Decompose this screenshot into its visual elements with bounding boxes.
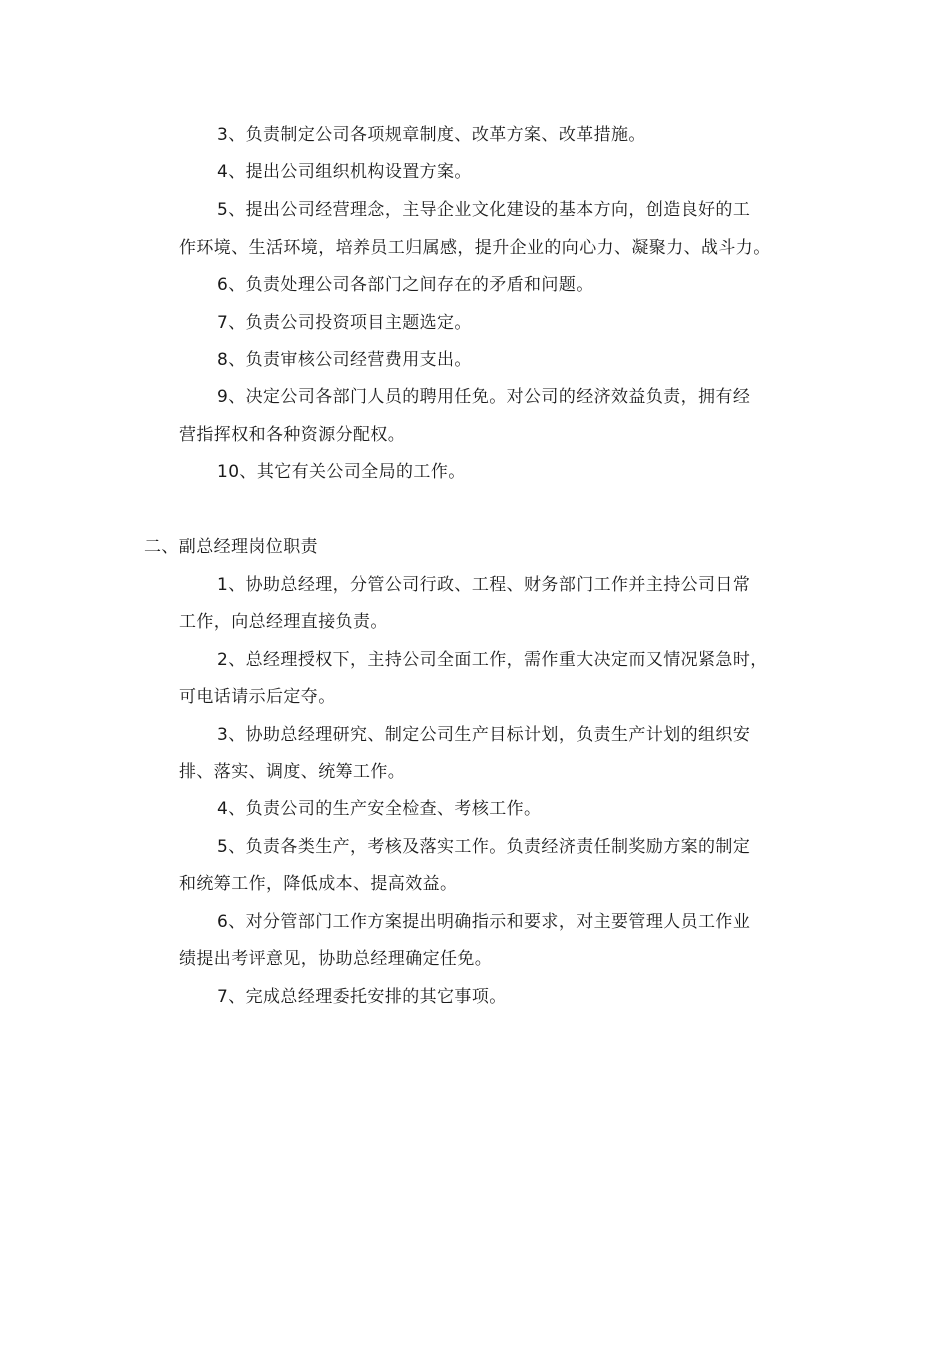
duty-item-6: 6、负责处理公司各部门之间存在的矛盾和问题。 [217,275,594,295]
deputy-item-5-line-2: 和统筹工作，降低成本、提高效益。 [179,874,458,894]
deputy-item-1-line-2: 工作，向总经理直接负责。 [179,612,388,632]
deputy-item-2-line-2: 可电话请示后定夺。 [179,687,336,707]
duty-item-8: 8、负责审核公司经营费用支出。 [217,350,472,370]
duty-item-5-line-1: 5、提出公司经营理念，主导企业文化建设的基本方向，创造良好的工 [217,200,751,220]
duty-item-7: 7、负责公司投资项目主题选定。 [217,313,472,333]
deputy-item-7: 7、完成总经理委托安排的其它事项。 [217,987,507,1007]
deputy-item-6-line-2: 绩提出考评意见，协助总经理确定任免。 [179,949,493,969]
deputy-item-1-line-1: 1、协助总经理，分管公司行政、工程、财务部门工作并主持公司日常 [217,575,751,595]
deputy-item-5-line-1: 5、负责各类生产，考核及落实工作。负责经济责任制奖励方案的制定 [217,837,751,857]
deputy-item-4: 4、负责公司的生产安全检查、考核工作。 [217,799,542,819]
duty-item-5-line-2: 作环境、生活环境，培养员工归属感，提升企业的向心力、凝聚力、战斗力。 [179,238,771,258]
duty-item-9-line-1: 9、决定公司各部门人员的聘用任免。对公司的经济效益负责，拥有经 [217,387,751,407]
duty-item-9-line-2: 营指挥权和各种资源分配权。 [179,425,406,445]
duty-item-3: 3、负责制定公司各项规章制度、改革方案、改革措施。 [217,125,646,145]
duty-item-10: 10、其它有关公司全局的工作。 [217,462,466,482]
deputy-item-2-line-1: 2、总经理授权下，主持公司全面工作，需作重大决定而又情况紧急时， [217,650,768,670]
deputy-item-3-line-1: 3、协助总经理研究、制定公司生产目标计划，负责生产计划的组织安 [217,725,751,745]
duty-item-4: 4、提出公司组织机构设置方案。 [217,162,472,182]
deputy-item-6-line-1: 6、对分管部门工作方案提出明确指示和要求，对主要管理人员工作业 [217,912,751,932]
deputy-item-3-line-2: 排、落实、调度、统筹工作。 [179,762,406,782]
section-heading: 二、副总经理岗位职责 [144,537,318,557]
